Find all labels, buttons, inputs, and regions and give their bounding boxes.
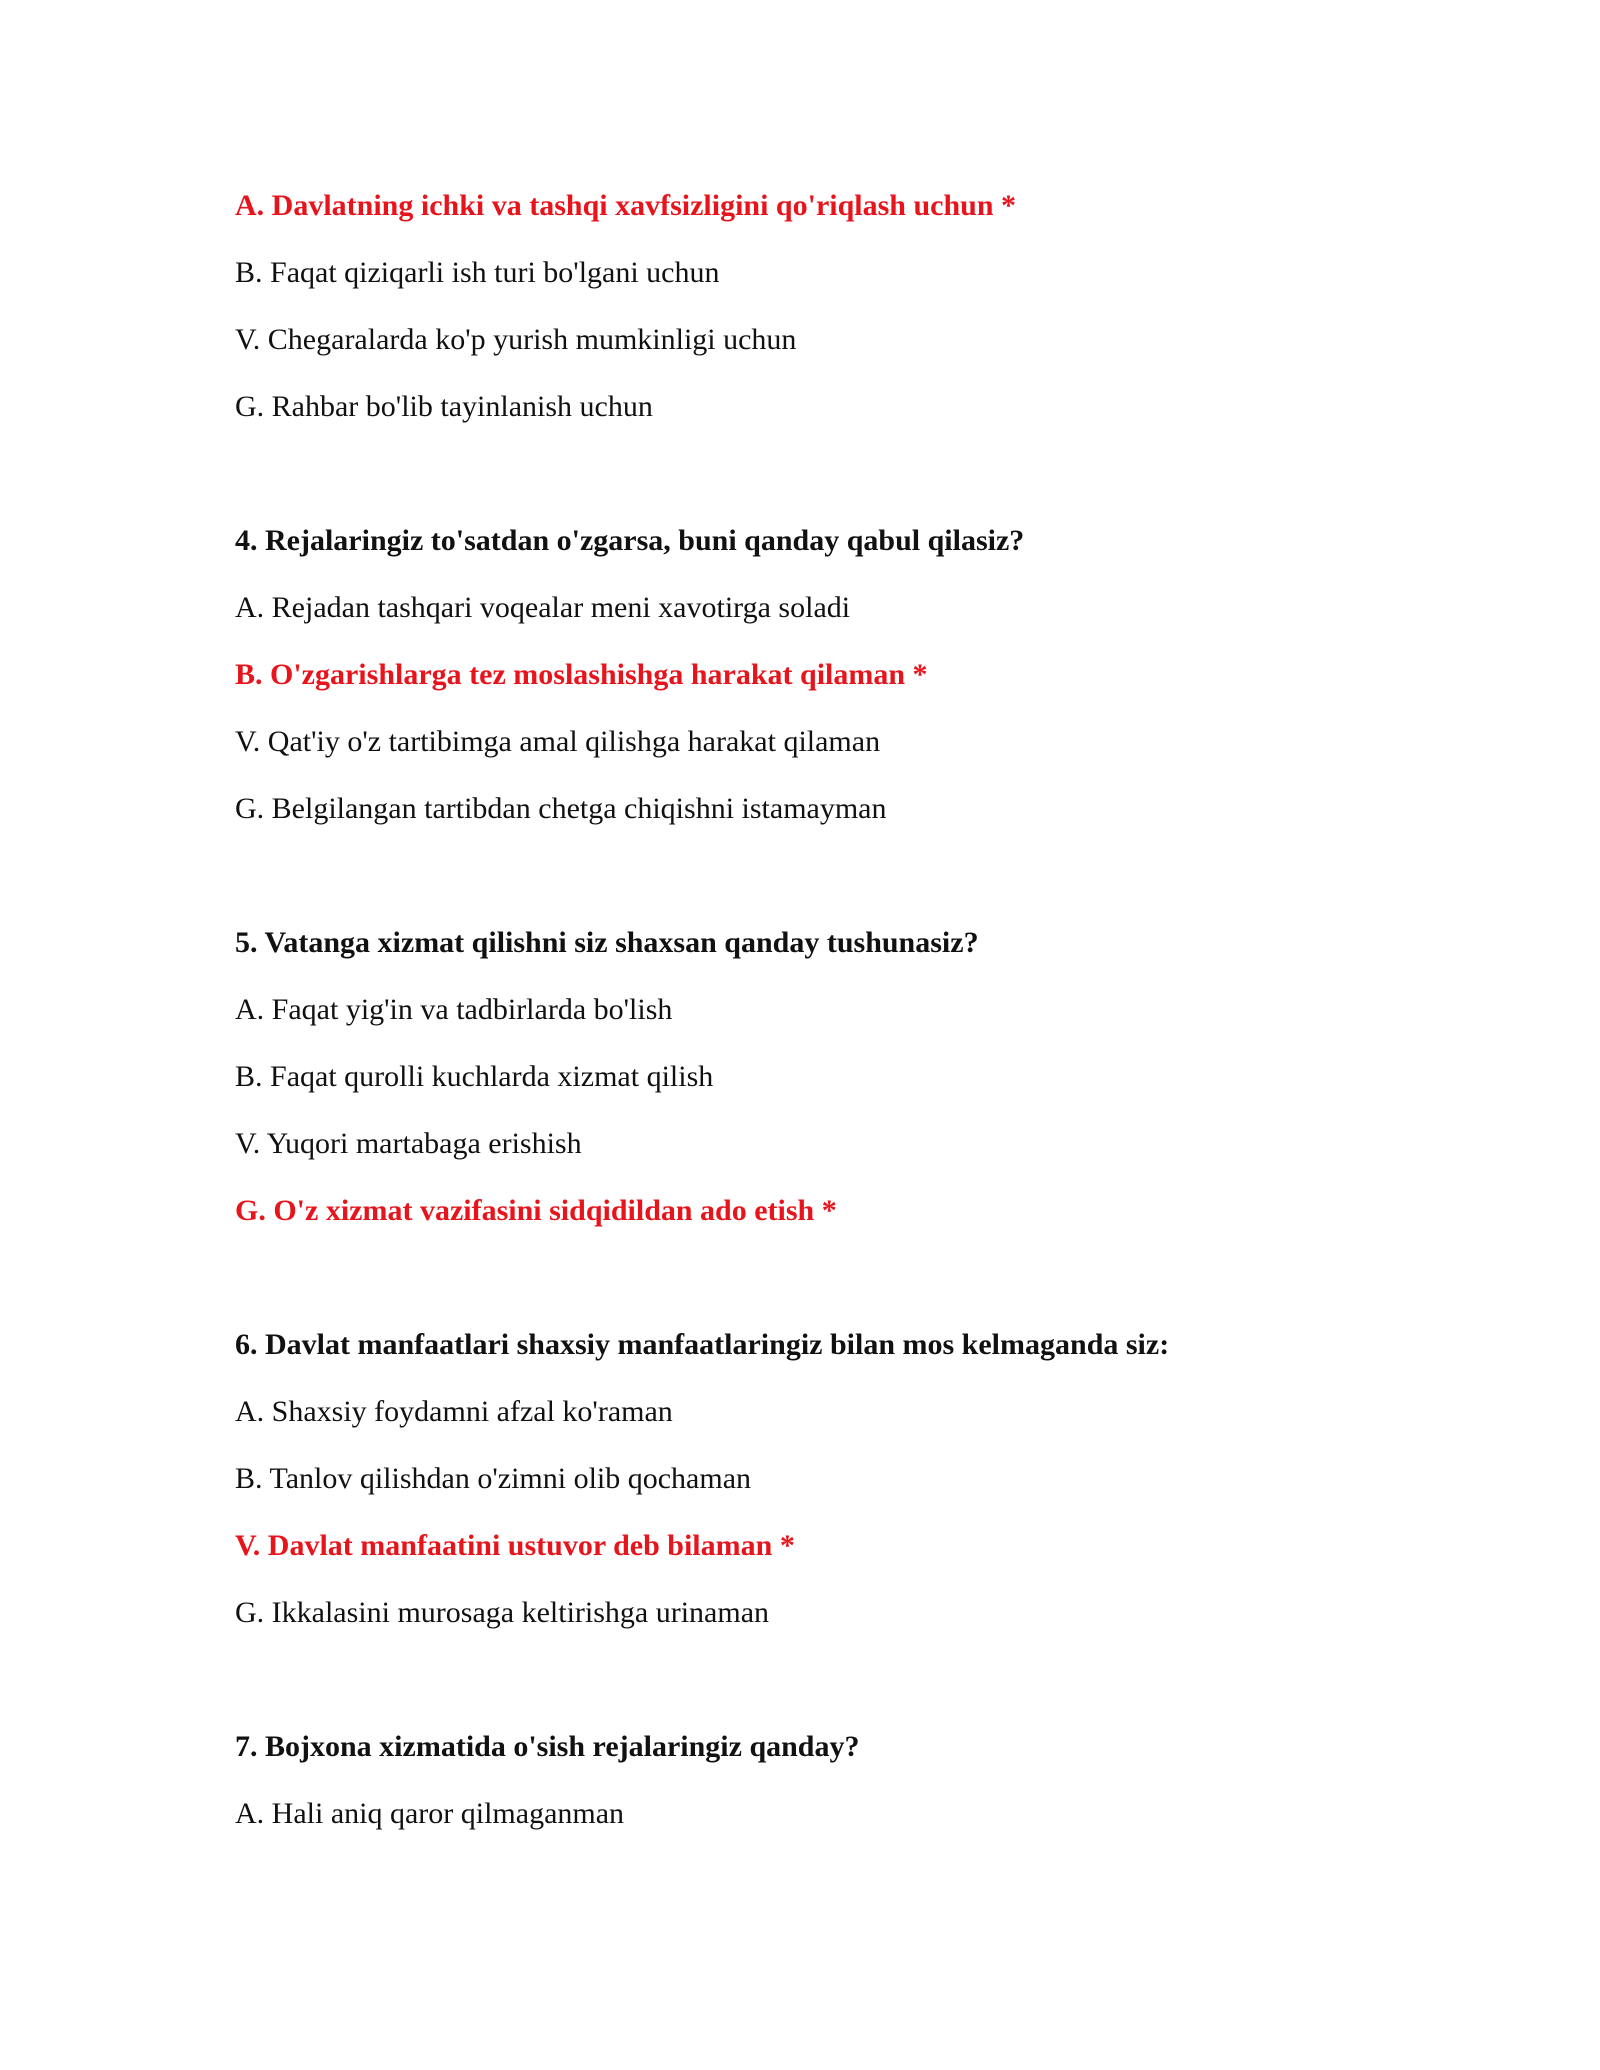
answer-option: A. Shaxsiy foydamni afzal ko'raman bbox=[235, 1395, 673, 1428]
answer-option: B. Faqat qiziqarli ish turi bo'lgani uchun bbox=[235, 256, 720, 289]
answer-option: V. Chegaralarda ko'p yurish mumkinligi uchun bbox=[235, 323, 797, 356]
question-5: 5. Vatanga xizmat qilishni siz shaxsan qanday tushunasiz? bbox=[235, 926, 979, 959]
answer-option: G. Ikkalasini murosaga keltirishga urinaman bbox=[235, 1596, 770, 1629]
answer-option: B. Faqat qurolli kuchlarda xizmat qilish bbox=[235, 1060, 714, 1093]
answer-option-correct: V. Davlat manfaatini ustuvor deb bilaman * bbox=[235, 1529, 795, 1562]
answer-option: V. Qat'iy o'z tartibimga amal qilishga harakat qilaman bbox=[235, 725, 881, 758]
answer-option: G. Belgilangan tartibdan chetga chiqishni istamayman bbox=[235, 792, 887, 825]
answer-option: A. Hali aniq qaror qilmaganman bbox=[235, 1797, 625, 1830]
answer-option: A. Rejadan tashqari voqealar meni xavotirga soladi bbox=[235, 591, 851, 624]
answer-option: B. Tanlov qilishdan o'zimni olib qochaman bbox=[235, 1462, 752, 1495]
answer-option: V. Yuqori martabaga erishish bbox=[235, 1127, 582, 1160]
answer-option: G. Rahbar bo'lib tayinlanish uchun bbox=[235, 390, 653, 423]
question-6: 6. Davlat manfaatlari shaxsiy manfaatlaringiz bilan mos kelmaganda siz: bbox=[235, 1328, 1170, 1361]
answer-option-correct: B. O'zgarishlarga tez moslashishga harakat qilaman * bbox=[235, 658, 928, 691]
answer-option-correct: G. O'z xizmat vazifasini sidqidildan ado etish * bbox=[235, 1194, 837, 1227]
answer-option-correct: A. Davlatning ichki va tashqi xavfsizligini qo'riqlash uchun * bbox=[235, 189, 1017, 222]
question-7: 7. Bojxona xizmatida o'sish rejalaringiz qanday? bbox=[235, 1730, 860, 1763]
answer-option: A. Faqat yig'in va tadbirlarda bo'lish bbox=[235, 993, 673, 1026]
question-4: 4. Rejalaringiz to'satdan o'zgarsa, buni qanday qabul qilasiz? bbox=[235, 524, 1025, 557]
